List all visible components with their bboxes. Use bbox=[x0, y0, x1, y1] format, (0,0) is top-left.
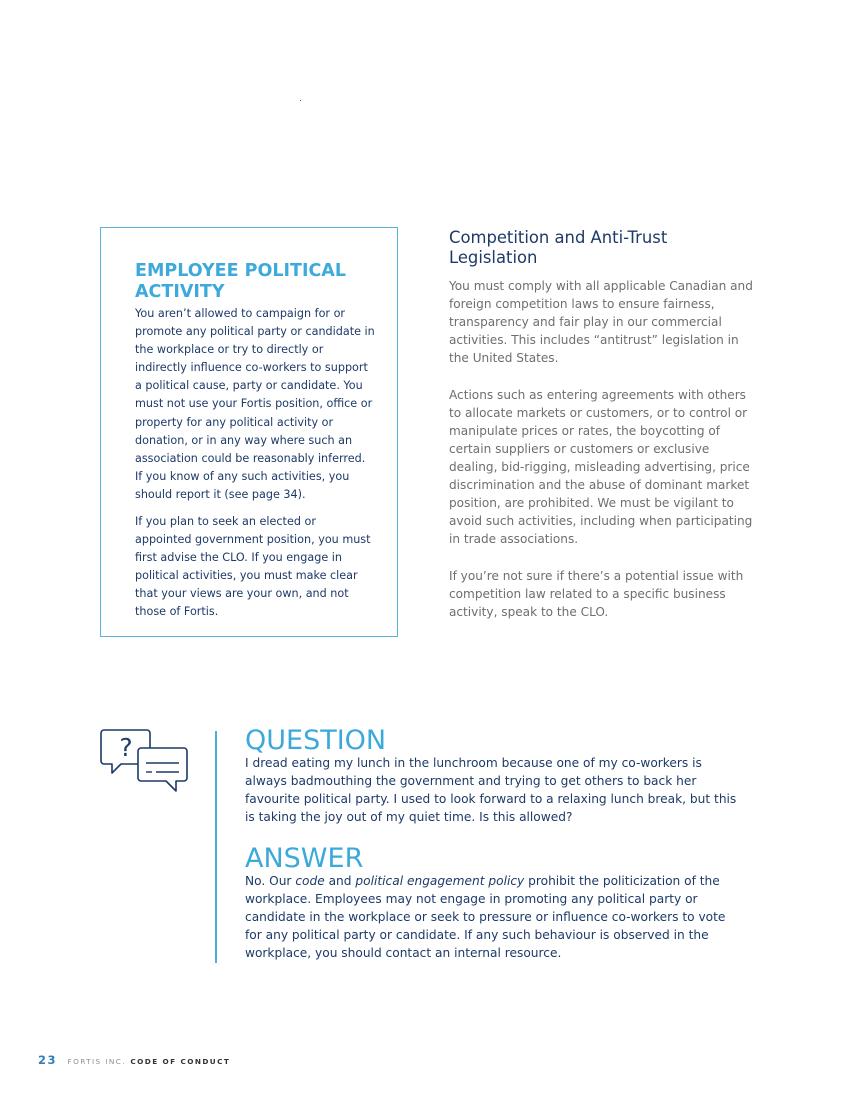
competition-para1: You must comply with all applicable Canadian and foreign competition laws to ensure fairness, transparency and fair play in our commercial activities. This includes “antitrust” legislation in the United States. bbox=[449, 279, 753, 366]
answer-text-part2: and bbox=[324, 874, 356, 888]
answer-text bbox=[245, 872, 745, 962]
question-text: I dread eating my lunch in the lunchroom because one of my co-workers is always badmouthing the government and trying to get others to back her favourite political party. I used to look forward to a relaxing lunch break, but this is taking the joy out of my quiet time. Is this allowed? bbox=[245, 756, 737, 825]
answer-text-part1: No. Our bbox=[245, 874, 296, 888]
employee-political-activity-para1: You aren’t allowed to campaign for or promote any political party or candidate in the workplace or try to directly or indirectly influence co-workers to support a political cause, party or candidate. You must not use your Fortis position, office or property for any political activity or donation, or in any way where such an association could be reasonably inferred. If you know of any such activities, you should report it (see page 34). bbox=[135, 307, 375, 501]
svg-text:?: ? bbox=[119, 733, 133, 762]
footer-doc-title: CODE OF CONDUCT bbox=[130, 1057, 231, 1066]
employee-political-activity-box bbox=[100, 227, 398, 637]
competition-section bbox=[449, 228, 754, 621]
competition-para3: If you’re not sure if there’s a potential issue with competition law related to a specific business activity, speak to the CLO. bbox=[449, 568, 744, 619]
qa-divider-line bbox=[215, 731, 217, 963]
competition-para2: Actions such as entering agreements with others to allocate markets or customers, or to control or manipulate prices or rates, the boycotting of certain suppliers or customers or exclusive dealing, bid-rigging, misleading advertising, price discrimination and the abuse of dominant market position, are prohibited. We must be vigilant to avoid such activities, including when participating in trade associations. bbox=[449, 387, 753, 547]
speech-bubbles-question-icon bbox=[98, 727, 192, 797]
employee-political-activity-para2: If you plan to seek an elected or appointed government position, you must first advise the CLO. If you engage in political activities, you must make clear that your views are your own, and not those of Fortis. bbox=[135, 515, 371, 619]
page-footer bbox=[38, 1051, 230, 1069]
stray-dot bbox=[300, 100, 301, 101]
employee-political-activity-heading: EMPLOYEE POLITICAL ACTIVITY bbox=[135, 261, 346, 302]
answer-policy-emphasis: political engagement policy bbox=[355, 874, 525, 888]
answer-code-emphasis: code bbox=[295, 874, 325, 888]
footer-company: FORTIS INC. bbox=[67, 1057, 126, 1066]
question-heading: QUESTION bbox=[245, 725, 387, 756]
answer-text-part3: prohibit the politicization of the workplace. Employees may not engage in promoting any political party or candidate in the workplace or seek to pressure or influence co-workers to vote for any political party or candidate. If any such behaviour is observed in the workplace, you should contact an internal resource. bbox=[245, 874, 726, 961]
answer-heading: ANSWER bbox=[245, 843, 364, 874]
page-number: 23 bbox=[38, 1053, 58, 1067]
competition-heading: Competition and Anti-Trust Legislation bbox=[449, 228, 668, 267]
